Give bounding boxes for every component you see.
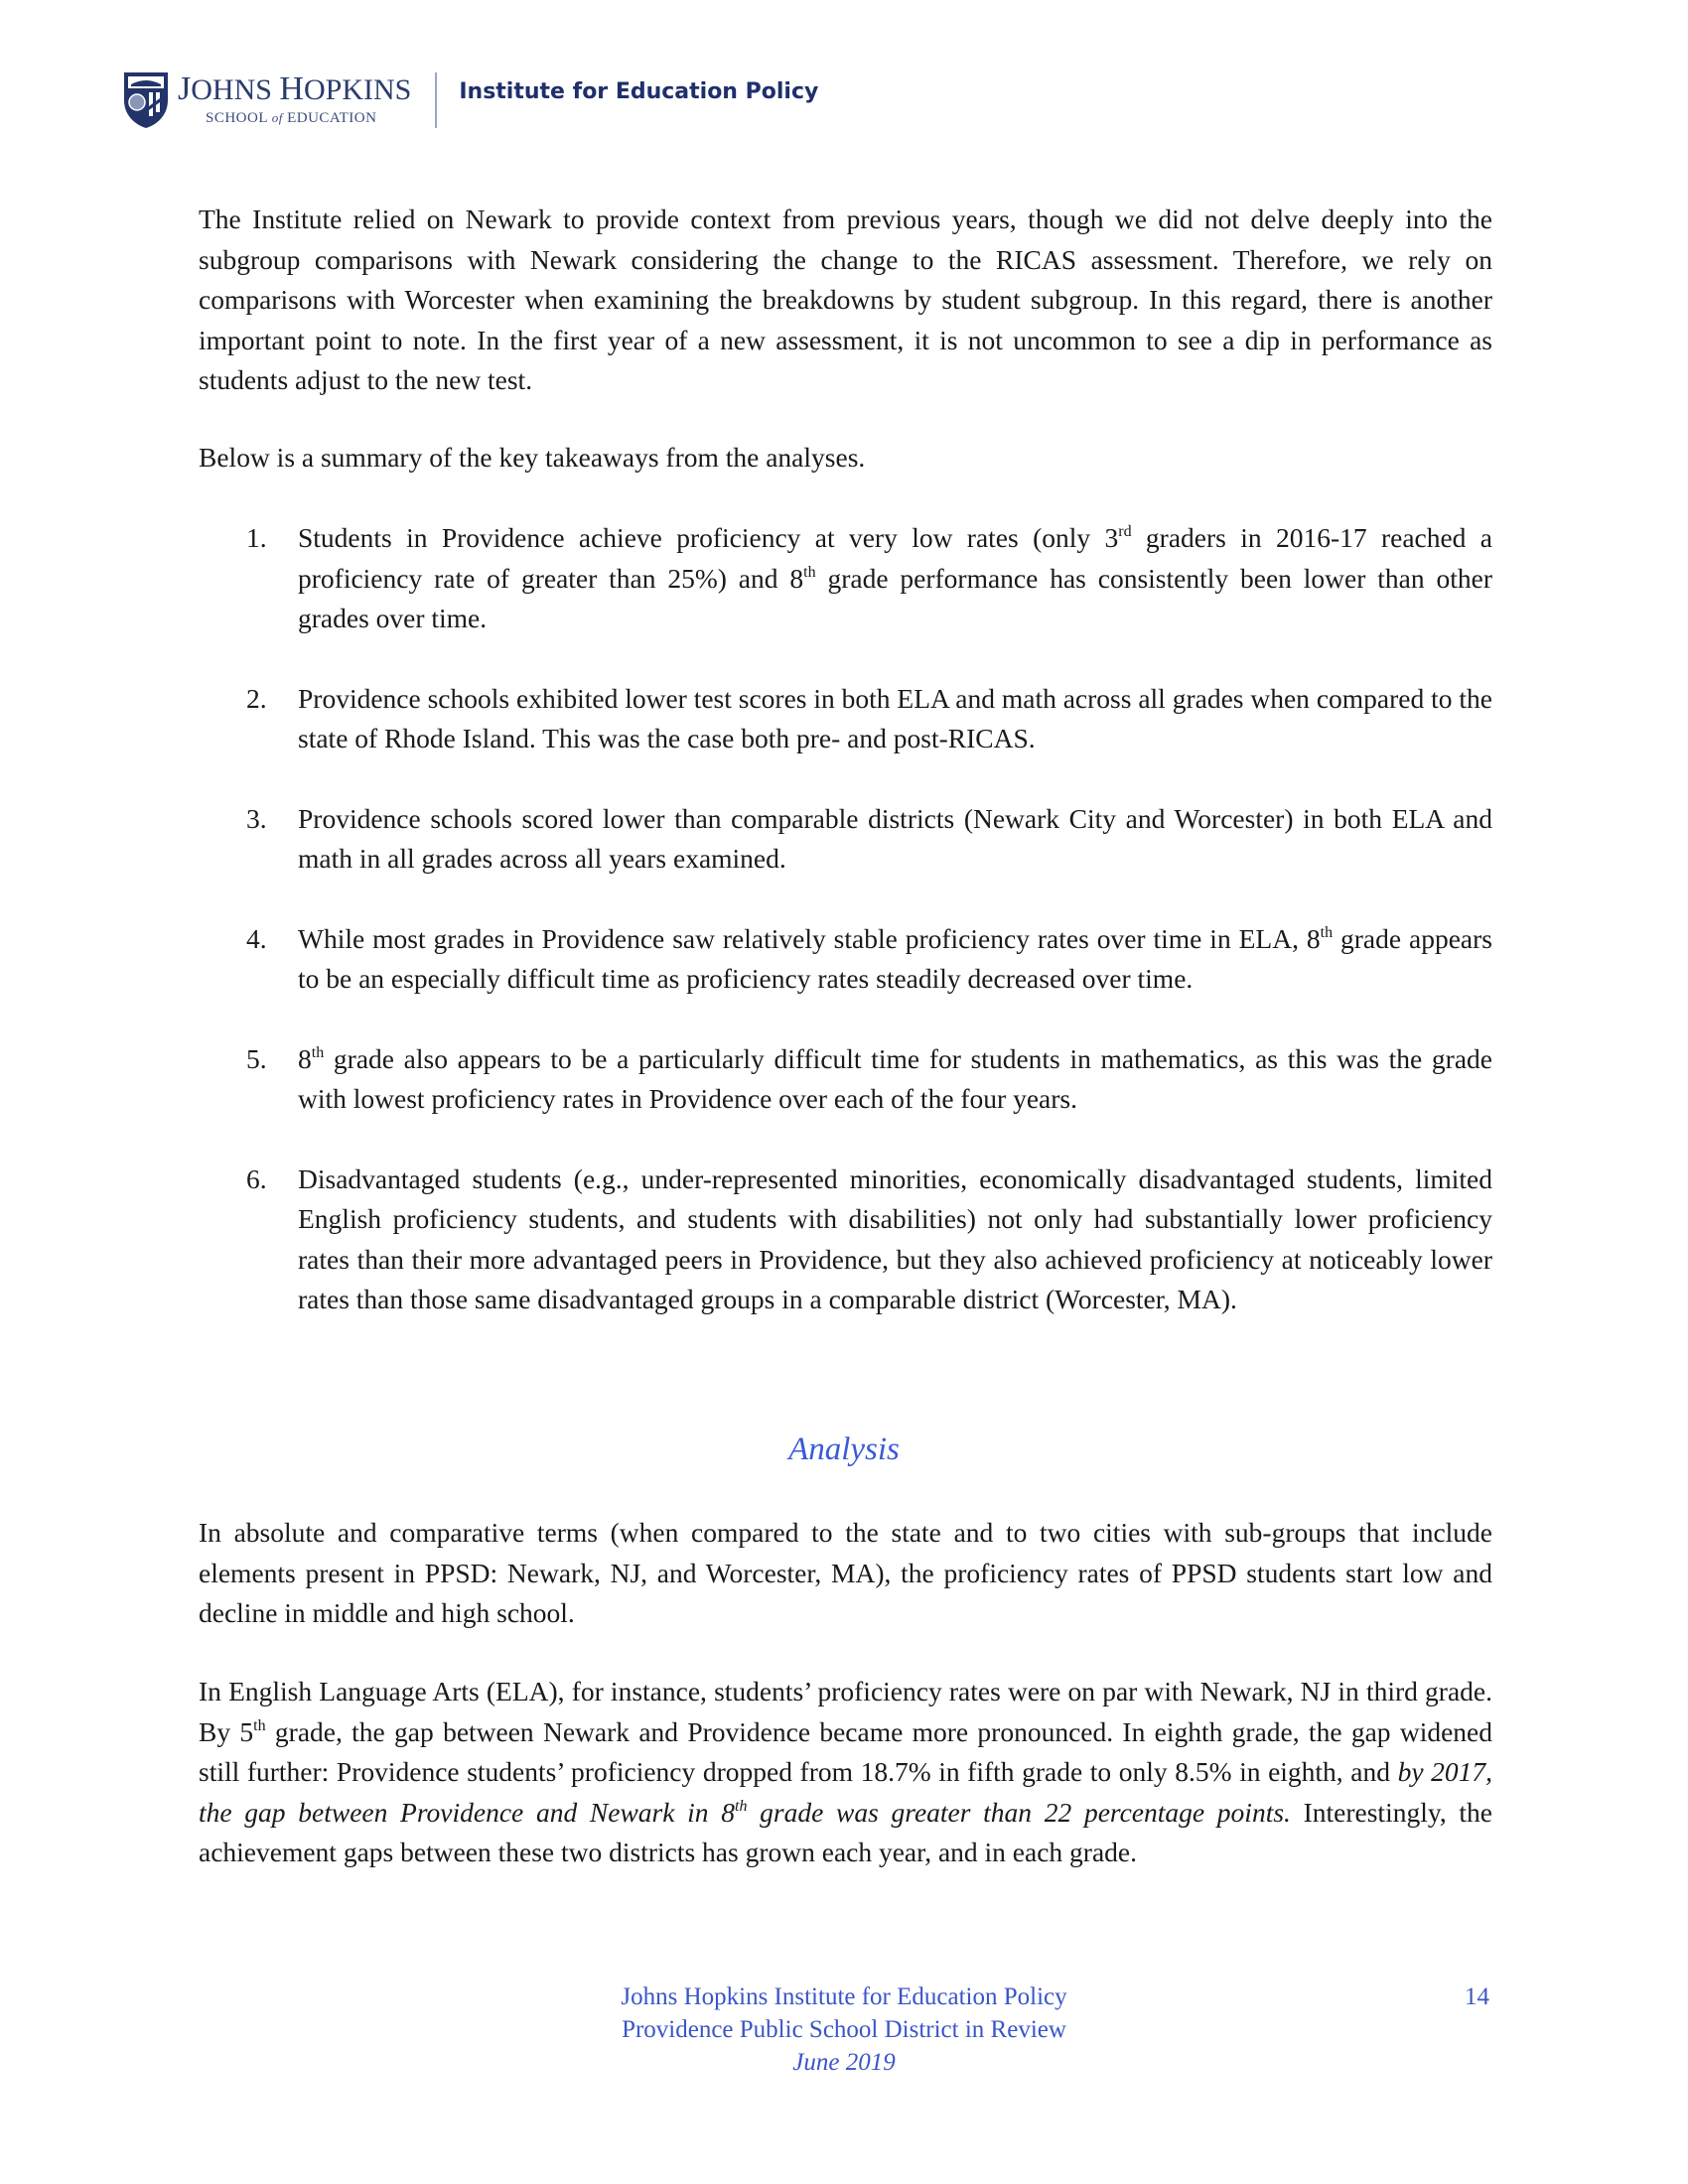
item-number: 2. — [246, 682, 267, 714]
superscript: th — [803, 563, 816, 581]
item-number: 3. — [246, 802, 267, 834]
footer-date: June 2019 — [792, 2049, 896, 2076]
header-divider — [435, 72, 437, 128]
institute-name: Institute for Education Policy — [459, 78, 819, 104]
item-text: Students in Providence achieve proficiency at very low rates (only 3 — [298, 522, 1119, 553]
intro-paragraph: The Institute relied on Newark to provide context from previous years, though we did not delve deeply into the subgroup comparisons with Newark considering the change to the RICAS assessment. Therefore, we rely on comparisons with Worcester when examining the breakdowns by student subgroup. In this regard, there is another important point to note. In the first year of a new assessment, it is not uncommon to see a dip in performance as students adjust to the new test. — [199, 204, 1492, 395]
page-number: 14 — [1465, 1983, 1489, 2010]
item-number: 4. — [246, 922, 267, 954]
takeaway-item — [246, 1039, 1492, 1120]
emphasis-text: by 2017, the gap between Providence and Newark in 8 — [199, 1756, 1492, 1828]
superscript: th — [1320, 923, 1334, 941]
item-number: 1. — [246, 522, 267, 553]
footer-report-title: Providence Public School District in Review — [622, 2016, 1066, 2043]
logo-school — [178, 110, 411, 127]
item-text: grade performance has consistently been lower than other grades over time. — [298, 562, 1492, 633]
footer-institute: Johns Hopkins Institute for Education Policy — [621, 1983, 1067, 2010]
paragraph-text: In English Language Arts (ELA), for instance, students’ proficiency rates were on par with Newark, NJ in third grade. By 5 — [199, 1676, 1492, 1747]
analysis-heading: Analysis — [788, 1432, 900, 1467]
item-number: 5. — [246, 1042, 267, 1074]
takeaway-item — [246, 1160, 1492, 1320]
paragraph-text: grade, the gap between Newark and Providence became more pronounced. In eighth grade, the gap widened still further: Providence students’ proficiency dropped from 18.7% in fifth grade to only 8.5% in eighth, and — [199, 1715, 1492, 1787]
logo-school-of: of — [271, 110, 283, 125]
takeaway-item — [246, 518, 1492, 639]
item-text: grade appears to be an especially difficult time as proficiency rates steadily decreased over time. — [298, 922, 1492, 994]
emphasis-text: grade was greater than 22 percentage points. — [747, 1796, 1291, 1828]
analysis-ela-paragraph — [199, 1672, 1492, 1873]
takeaway-item — [246, 919, 1492, 1000]
logo-initial-h: H — [279, 70, 304, 107]
page-footer — [0, 1980, 1688, 2079]
johns-hopkins-shield-icon — [122, 70, 170, 130]
page-header — [122, 66, 818, 135]
item-text: 8 — [298, 1042, 312, 1074]
analysis-paragraph: In absolute and comparative terms (when compared to the state and to two cities with sub-groups that include elements present in PPSD: Newark, NJ, and Worcester, MA), the proficiency rates of PPSD students start low and decline in middle and high school. — [199, 1517, 1492, 1628]
takeaways-list — [246, 518, 1492, 1320]
item-text: graders in 2016-17 reached a proficiency rate of greater than 25%) and 8 — [298, 522, 1492, 594]
superscript: rd — [1118, 523, 1132, 540]
takeaway-item — [246, 799, 1492, 880]
johns-hopkins-logo — [178, 70, 412, 127]
logo-initial-j: J — [178, 70, 192, 107]
summary-intro: Below is a summary of the key takeaways from the analyses. — [199, 442, 866, 473]
item-text: grade also appears to be a particularly difficult time for students in mathematics, as this was the grade with lowest proficiency rates in Providence over each of the four years. — [298, 1042, 1492, 1114]
logo-school-pre: SCHOOL — [206, 110, 272, 126]
item-text: Providence schools exhibited lower test scores in both ELA and math across all grades when compared to the state of Rhode Island. This was the case both pre- and post-RICAS. — [298, 682, 1492, 753]
logo-name — [178, 70, 412, 107]
item-text: Providence schools scored lower than comparable districts (Newark City and Worcester) in both ELA and math in all grades across all years examined. — [298, 802, 1492, 874]
paragraph-text: Interestingly, the achievement gaps between these two districts has grown each year, and in each grade. — [199, 1796, 1492, 1867]
superscript: th — [311, 1043, 325, 1061]
superscript: th — [253, 1716, 266, 1734]
item-text: While most grades in Providence saw relatively stable proficiency rates over time in ELA, 8 — [298, 922, 1321, 954]
takeaway-item — [246, 679, 1492, 759]
superscript: th — [735, 1797, 748, 1815]
logo-ohns: OHNS — [191, 73, 280, 106]
logo-opkins: OPKINS — [303, 73, 412, 106]
logo-school-post: EDUCATION — [282, 110, 377, 126]
item-number: 6. — [246, 1162, 267, 1194]
item-text: Disadvantaged students (e.g., under-represented minorities, economically disadvantaged students, limited English proficiency students, and students with disabilities) not only had substantially lower proficiency rates than their more advantaged peers in Providence, but they also achieved proficiency at noticeably lower rates than those same disadvantaged groups in a comparable district (Worcester, MA). — [298, 1162, 1492, 1314]
